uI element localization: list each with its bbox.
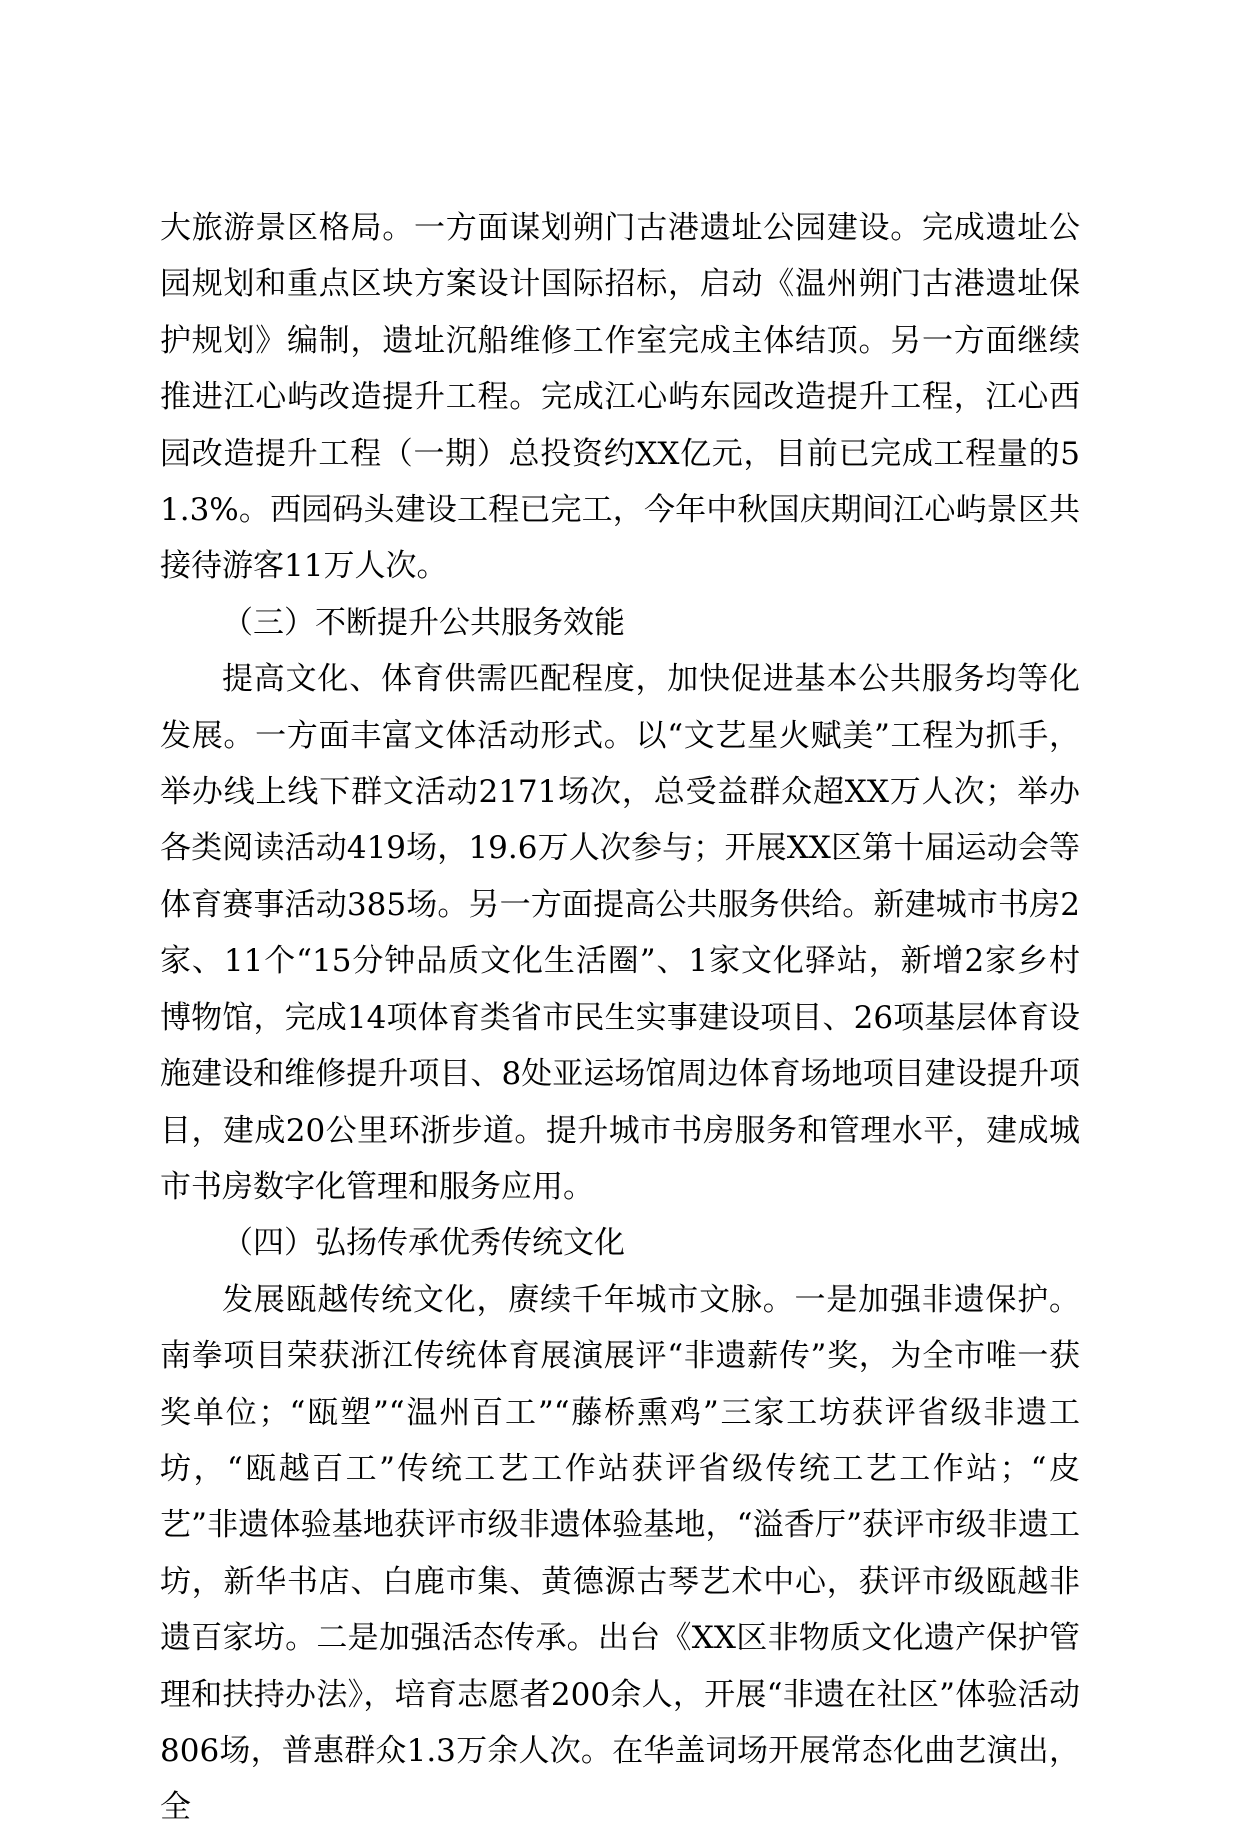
section-heading-public-services: （三）不断提升公共服务效能 (222, 604, 625, 641)
paragraph-traditional-culture: 发展瓯越传统文化，赓续千年城市文脉。一是加强非遗保护。南拳项目荣获浙江传统体育展演展评“非遗薪传”奖，为全市唯一获奖单位；“瓯塑”“温州百工”“藤桥熏鸡”三家工坊获评省级非遗工坊，“瓯越百工”传统工艺工作站获评省级传统工艺工作站；“皮艺”非遗体验基地获评市级非遗体验基地，“溢香厅”获评市级非遗工坊，新华书店、白鹿市集、黄德源古琴艺术中心，获评市级瓯越非遗百家坊。二是加强活态传承。出台《XX区非物质文化遗产保护管理和扶持办法》，培育志愿者200余人，开展“非遗在社区”体验活动806场，普惠群众1.3万余人次。在华盖词场开展常态化曲艺演出，全 (160, 1281, 1080, 1826)
paragraph-public-services: 提高文化、体育供需匹配程度，加快促进基本公共服务均等化发展。一方面丰富文体活动形式。以“文艺星火赋美”工程为抓手，举办线上线下群文活动2171场次，总受益群众超XX万人次；举办各类阅读活动419场，19.6万人次参与；开展XX区第十届运动会等体育赛事活动385场。另一方面提高公共服务供给。新建城市书房2家、11个“15分钟品质文化生活圈”、1家文化驿站，新增2家乡村博物馆，完成14项体育类省市民生实事建设项目、26项基层体育设施建设和维修提升项目、8处亚运场馆周边体育场地项目建设提升项目，建成20公里环浙步道。提升城市书房服务和管理水平，建成城市书房数字化管理和服务应用。 (160, 661, 1080, 1205)
paragraph-tourism-continuation: 大旅游景区格局。一方面谋划朔门古港遗址公园建设。完成遗址公园规划和重点区块方案设计国际招标，启动《温州朔门古港遗址保护规划》编制，遗址沉船维修工作室完成主体结顶。另一方面继续推进江心屿改造提升工程。完成江心屿东园改造提升工程，江心西园改造提升工程（一期）总投资约XX亿元，目前已完成工程量的51.3%。西园码头建设工程已完工，今年中秋国庆期间江心屿景区共接待游客11万人次。 (160, 210, 1080, 585)
document-page (160, 200, 1080, 1836)
section-heading-traditional-culture: （四）弘扬传承优秀传统文化 (222, 1225, 625, 1262)
